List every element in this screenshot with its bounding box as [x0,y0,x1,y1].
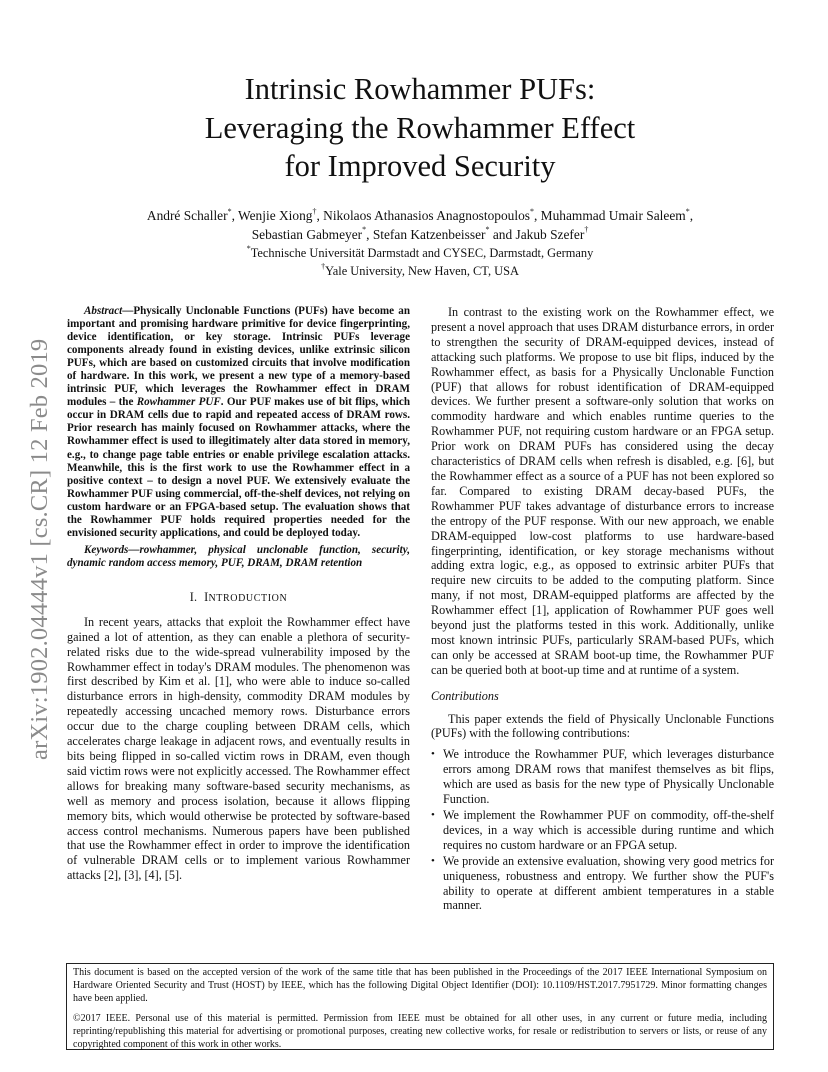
contributions-list [431,747,774,913]
publication-note: This document is based on the accepted version of the work of the same title that has been published in the Proceedings of the 2017 IEEE International Symposium on Hardware Oriented Security and Trust (HOST) by IEEE, which has the following Digital Object Identifier (DOI): 10.1109/HST.2017.7951729. Minor formatting changes have been applied. [73,967,767,1005]
author-block [80,207,760,280]
list-item [431,808,774,853]
copyright-note: ©2017 IEEE. Personal use of this material is permitted. Permission from IEEE must be obtained for all other uses, in any current or future media, including reprinting/republishing this material for advertising or promotional purposes, creating new collective works, for resale or redistribution to servers or lists, or reuse of any copyrighted component of this work in other works. [73,1012,767,1051]
keywords: Keywords—rowhammer, physical unclonable function, security, dynamic random access memory, PUF, DRAM, DRAM retention [67,543,410,569]
left-column [67,305,410,883]
intro-paragraph: In recent years, attacks that exploit the Rowhammer effect have gained a lot of attention, as they can enable a plethora of security-related risks due to the wide-spread vulnerability imposed by the Rowhammer effect in today's DRAM modules. The phenomenon was first described by Kim et al. [1], who were able to induce so-called disturbance errors in high-density, commodity DRAM modules by repeatedly accessing uncached memory rows. Disturbance errors occur due to the charge coupling between DRAM cells, which accelerates charge leakage in adjacent rows, and eventually results in bits being flipped in so-called victim rows in DRAM, even though said victim rows were not explicitly accessed. The Rowhammer effect allows for breaking many software-based security mechanisms, as well as memory and process isolation, because it allows flipping memory bits, which would otherwise be protected by software-based access control mechanisms. Numerous papers have been published that use the Rowhammer effect in order to improve the identification of vulnerable DRAM cells or to implement various Rowhammer attacks [2], [3], [4], [5]. [67,614,410,883]
contributions-intro: This paper extends the field of Physically Unclonable Functions (PUFs) with the following contributions: [431,711,774,741]
section-title-initial: I [204,589,209,604]
title-line: Intrinsic Rowhammer PUFs: [244,72,596,106]
body-paragraph: In contrast to the existing work on the Rowhammer effect, we present a novel approach that uses DRAM disturbance errors, in order to strengthen the security of DRAM-equipped devices, instead of attacking such platforms. We propose to use bit flips, induced by the Rowhammer effect, as basis for a Physically Unclonable Function (PUF) that allows for robust identification of DRAM-equipped devices. We further present a software-only solution that works on commodity hardware and which enables runtime queries to the Rowhammer PUF, not requiring custom hardware or an FPGA setup. Prior work on DRAM PUFs has considered using the decay characteristics of DRAM cells when refresh is disabled, e.g. [6], but the Rowhammer effect as a source of a PUF has not been explored so far. Compared to existing DRAM decay-based PUFs, the Rowhammer PUF takes advantage of disturbance errors to increase the entropy of the PUF response. With our new approach, we enable DRAM-equipped low-cost platforms to use hardware-based fingerprinting, identification, or key storage mechanisms without adding extra logic, e.g., as opposed to extrinsic arbiter PUFs that require new circuits to be added to the computing platform. Since many, if not most, DRAM-equipped platforms are affected by the Rowhammer effect [1], application of Rowhammer PUF goes well beyond just the platforms tested in this work. Additionally, unlike most known intrinsic PUFs, particularly SRAM-based PUFs, which can only be accessed at SRAM boot-up time, the Rowhammer PUF can be queried both at boot-up time and at runtime of a system. [431,305,774,677]
bullet-icon: • [431,748,435,761]
arxiv-identifier-text: arXiv:1902.04444v1 [cs.CR] 12 Feb 2019 [26,338,53,760]
list-item-text: We implement the Rowhammer PUF on commodity, off-the-shelf devices, in a way which is accessible during runtime and which requires no custom hardware or an FPGA setup. [443,808,774,852]
title-line: Leveraging the Rowhammer Effect [204,110,636,145]
right-column [431,305,774,914]
contributions-heading: Contributions [431,688,499,703]
paper-title [100,70,740,186]
list-item [431,854,774,914]
list-item [431,747,774,807]
author-line: André Schaller*, Wenjie Xiong†, Nikolaos Athanasios Anagnostopoulos*, Muhammad Umair Saleem*, [146,206,694,223]
list-item-text: We provide an extensive evaluation, showing very good metrics for uniqueness, robustness and entropy. We further show the PUF's ability to operate at different ambient temperatures in a stable manner. [443,853,774,913]
abstract-text: . Our PUF makes use of bit flips, which occur in DRAM cells due to rapid and repeated access of DRAM rows. Prior research has mainly focused on Rowhammer attacks, where the Rowhammer effect is used to illegitimately alter data stored in memory, e.g., to change page table entries or enable privilege escalation attacks. Meanwhile, this is the first work to use the Rowhammer effect in a positive context – to design a novel PUF. We extensively evaluate the Rowhammer PUF using commercial, off-the-shelf devices, not relying on custom hardware or an FPGA-based setup. The evaluation shows that the Rowhammer PUF holds required properties needed for the envisioned security applications, and could be deployed today. [67,396,410,539]
section-title-rest: NTRODUCTION [208,592,288,604]
abstract-emphasis: Rowhammer PUF [136,396,221,409]
bullet-icon: • [431,854,435,867]
author-line: Sebastian Gabmeyer*, Stefan Katzenbeisser* and Jakub Szefer† [251,225,589,242]
affiliation-line: *Technische Universität Darmstadt and CYSEC, Darmstadt, Germany [246,243,594,260]
affiliation-line: †Yale University, New Haven, CT, USA [321,261,519,278]
abstract-label: Abstract [84,305,123,317]
copyright-notice-box [66,963,774,1050]
list-item-text: We introduce the Rowhammer PUF, which leverages disturbance errors among DRAM rows that manifest themselves as bit flips, which are used as basis for the new type of Physically Unclonable Function. [443,747,774,807]
title-line: for Improved Security [284,149,556,183]
section-numeral: I. [189,589,198,604]
abstract-text: —Physically Unclonable Functions (PUFs) have become an important and promising hardware primitive for device fingerprinting, device identification, or key storage. Intrinsic PUFs leverage components already found in existing devices, unlike extrinsic silicon PUFs, which are based on customized circuits that involve modification of hardware. In this work, we present a new type of a memory-based intrinsic PUF, which leverages the Rowhammer effect in DRAM modules – the [67,305,410,409]
section-heading-introduction [67,590,410,607]
arxiv-identifier-stamp [18,290,62,760]
abstract [67,305,410,540]
bullet-icon: • [431,809,435,821]
